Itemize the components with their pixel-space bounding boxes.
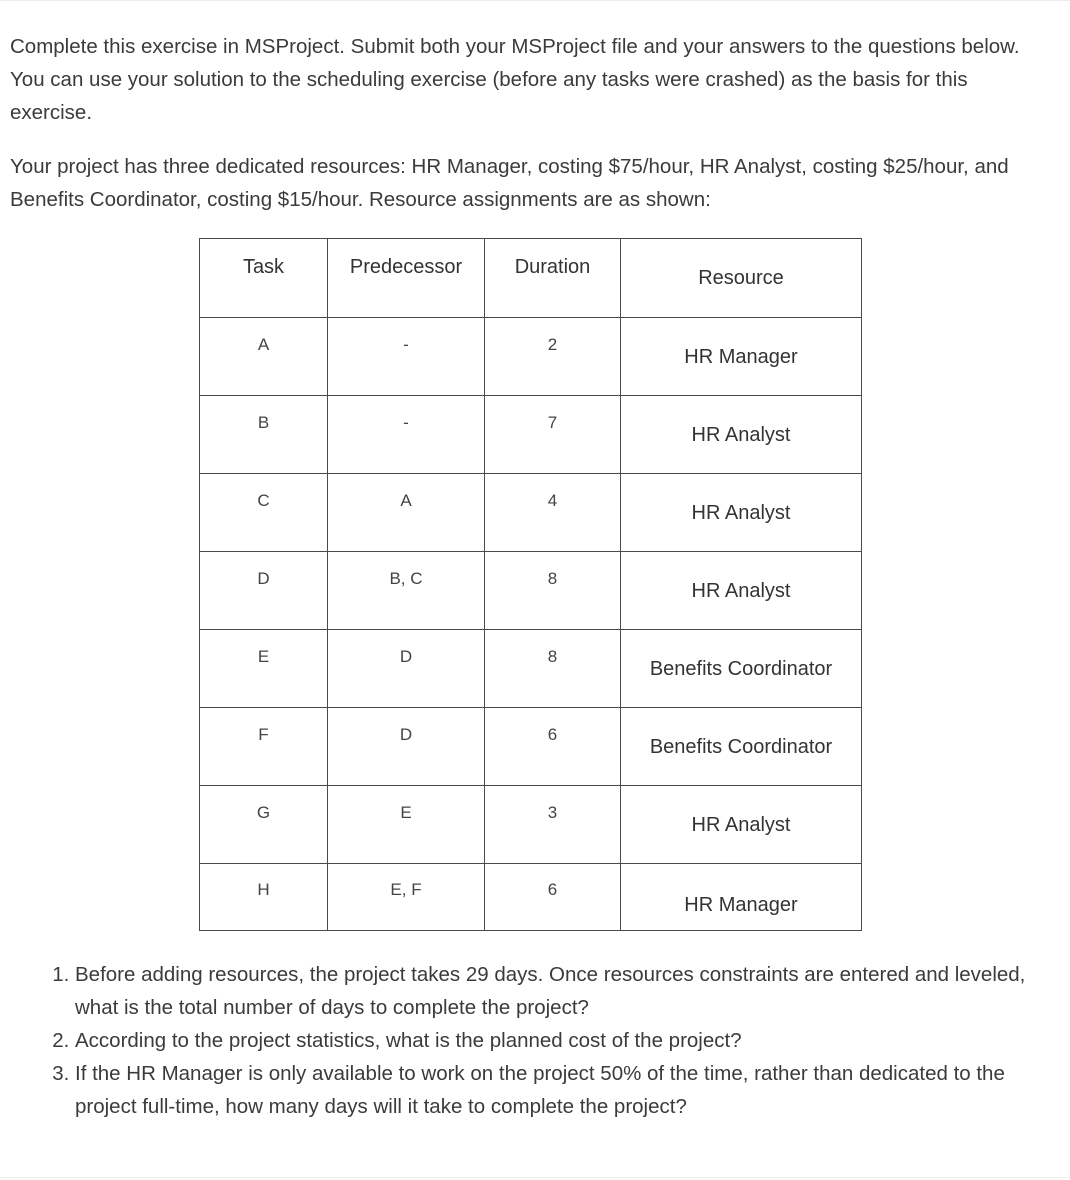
- question-list: [48, 958, 1065, 1123]
- duration-cell: 2: [485, 318, 621, 396]
- table-row: [200, 396, 862, 474]
- task-cell: D: [200, 552, 328, 630]
- resources-paragraph: Your project has three dedicated resources: HR Manager, costing $75/hour, HR Analyst, costing $25/hour, and Benefits Coordinator, costing $15/hour. Resource assignments are as shown:: [10, 155, 1009, 211]
- resource-cell: HR Analyst: [621, 552, 862, 630]
- task-cell: G: [200, 786, 328, 864]
- resource-assignment-table: [199, 238, 862, 931]
- duration-cell: 3: [485, 786, 621, 864]
- header-predecessor: Predecessor: [328, 239, 485, 318]
- duration-cell: 7: [485, 396, 621, 474]
- task-cell: E: [200, 630, 328, 708]
- task-cell: C: [200, 474, 328, 552]
- duration-cell: 4: [485, 474, 621, 552]
- task-cell: B: [200, 396, 328, 474]
- table-row: [200, 474, 862, 552]
- task-cell: F: [200, 708, 328, 786]
- table-row: [200, 630, 862, 708]
- predecessor-cell: E: [328, 786, 485, 864]
- header-resource: Resource: [621, 239, 862, 318]
- table-row: [200, 552, 862, 630]
- predecessor-cell: A: [328, 474, 485, 552]
- intro-paragraph: Complete this exercise in MSProject. Submit both your MSProject file and your answers to the questions below. You can use your solution to the scheduling exercise (before any tasks were crashed) as the basis for this exercise.: [10, 35, 1020, 124]
- predecessor-cell: -: [328, 396, 485, 474]
- table-row: [200, 786, 862, 864]
- table-row: [200, 318, 862, 396]
- header-duration: Duration: [485, 239, 621, 318]
- task-cell: A: [200, 318, 328, 396]
- resource-cell: HR Analyst: [621, 474, 862, 552]
- duration-cell: 6: [485, 864, 621, 931]
- resource-cell: Benefits Coordinator: [621, 630, 862, 708]
- task-cell: H: [200, 864, 328, 931]
- question-item: 2. According to the project statistics, what is the planned cost of the project?: [75, 1024, 1065, 1057]
- top-divider: [0, 0, 1070, 1]
- duration-cell: 8: [485, 552, 621, 630]
- predecessor-cell: D: [328, 630, 485, 708]
- predecessor-cell: -: [328, 318, 485, 396]
- resource-cell: HR Analyst: [621, 786, 862, 864]
- table-header-row: [200, 239, 862, 318]
- table-row: [200, 864, 862, 931]
- resource-cell: HR Manager: [621, 864, 862, 931]
- predecessor-cell: B, C: [328, 552, 485, 630]
- resource-cell: HR Analyst: [621, 396, 862, 474]
- duration-cell: 6: [485, 708, 621, 786]
- duration-cell: 8: [485, 630, 621, 708]
- question-item: 1. Before adding resources, the project takes 29 days. Once resources constraints are entered and leveled, what is the total number of days to complete the project?: [75, 958, 1065, 1024]
- table-row: [200, 708, 862, 786]
- bottom-divider: [0, 1177, 1070, 1178]
- resource-cell: HR Manager: [621, 318, 862, 396]
- header-task: Task: [200, 239, 328, 318]
- resource-cell: Benefits Coordinator: [621, 708, 862, 786]
- question-item: 3. If the HR Manager is only available to work on the project 50% of the time, rather than dedicated to the project full-time, how many days will it take to complete the project?: [75, 1057, 1065, 1123]
- predecessor-cell: D: [328, 708, 485, 786]
- predecessor-cell: E, F: [328, 864, 485, 931]
